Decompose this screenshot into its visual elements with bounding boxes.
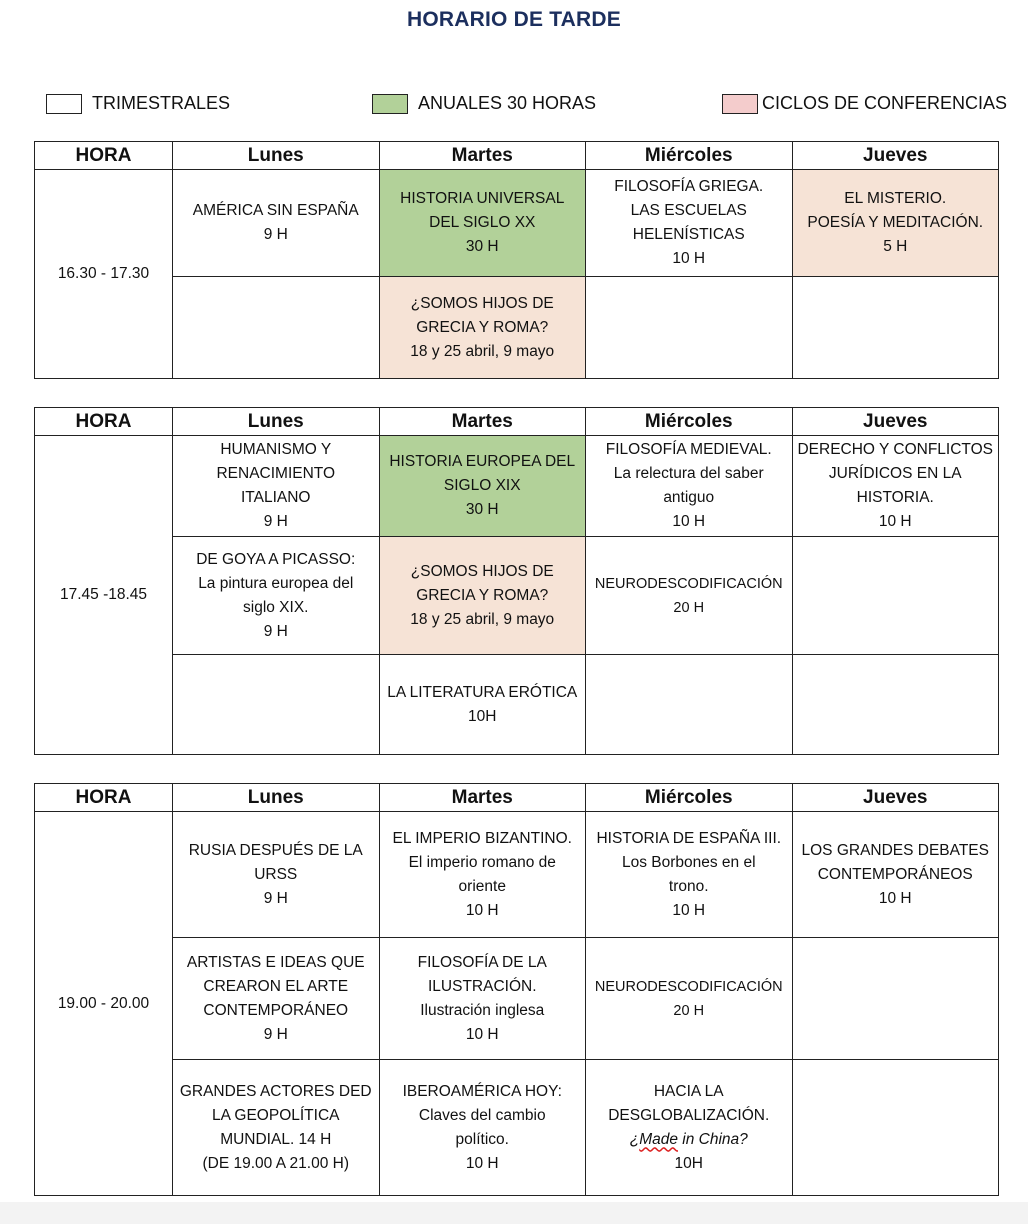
time-slot: 17.45 -18.45: [35, 436, 173, 755]
empty-cell: [586, 655, 793, 755]
header-jueves: Jueves: [792, 408, 999, 436]
header-martes: Martes: [379, 784, 586, 812]
course-cell: FILOSOFÍA GRIEGA. LAS ESCUELAS HELENÍSTICAS 10 H: [586, 170, 793, 277]
legend-trimestrales: [46, 93, 230, 114]
course-cell: FILOSOFÍA DE LA ILUSTRACIÓN. Ilustración inglesa 10 H: [379, 938, 586, 1060]
course-cell: EL MISTERIO. POESÍA Y MEDITACIÓN. 5 H: [792, 170, 999, 277]
course-cell: HISTORIA UNIVERSAL DEL SIGLO XX 30 H: [379, 170, 586, 277]
legend-label: ANUALES 30 HORAS: [418, 93, 597, 113]
empty-cell: [173, 277, 380, 379]
legend-swatch-pink: [722, 94, 758, 114]
schedule-table-3: [34, 783, 999, 1196]
header-lunes: Lunes: [173, 784, 380, 812]
course-cell: GRANDES ACTORES DED LA GEOPOLÍTICA MUNDIAL. 14 H (DE 19.00 A 21.00 H): [173, 1060, 380, 1196]
course-cell: DERECHO Y CONFLICTOS JURÍDICOS EN LA HISTORIA. 10 H: [792, 436, 999, 537]
course-cell: EL IMPERIO BIZANTINO. El imperio romano de oriente 10 H: [379, 812, 586, 938]
header-hora: HORA: [35, 142, 173, 170]
legend-swatch-green: [372, 94, 408, 114]
header-miercoles: Miércoles: [586, 784, 793, 812]
header-jueves: Jueves: [792, 142, 999, 170]
header-hora: HORA: [35, 784, 173, 812]
empty-cell: [792, 1060, 999, 1196]
header-miercoles: Miércoles: [586, 408, 793, 436]
course-cell: ARTISTAS E IDEAS QUE CREARON EL ARTE CONTEMPORÁNEO 9 H: [173, 938, 380, 1060]
header-jueves: Jueves: [792, 784, 999, 812]
course-cell: HISTORIA EUROPEA DEL SIGLO XIX 30 H: [379, 436, 586, 537]
time-slot: 19.00 - 20.00: [35, 812, 173, 1196]
course-cell: AMÉRICA SIN ESPAÑA 9 H: [173, 170, 380, 277]
course-cell: ¿SOMOS HIJOS DE GRECIA Y ROMA? 18 y 25 abril, 9 mayo: [379, 277, 586, 379]
legend-anuales: [372, 93, 596, 114]
course-cell: DE GOYA A PICASSO: La pintura europea del siglo XIX. 9 H: [173, 537, 380, 655]
empty-cell: [792, 655, 999, 755]
schedule-table-2: [34, 407, 999, 755]
course-cell: HUMANISMO Y RENACIMIENTO ITALIANO 9 H: [173, 436, 380, 537]
page-title: HORARIO DE TARDE: [407, 8, 621, 31]
spellcheck-underline: Made: [639, 1130, 678, 1148]
time-slot: 16.30 - 17.30: [35, 170, 173, 379]
legend-label: CICLOS DE CONFERENCIAS: [762, 93, 1008, 113]
course-cell: NEURODESCODIFICACIÓN 20 H: [586, 537, 793, 655]
empty-cell: [586, 277, 793, 379]
legend-label: TRIMESTRALES: [92, 93, 231, 113]
course-cell: IBEROAMÉRICA HOY: Claves del cambio político. 10 H: [379, 1060, 586, 1196]
header-hora: HORA: [35, 408, 173, 436]
header-miercoles: Miércoles: [586, 142, 793, 170]
course-cell: FILOSOFÍA MEDIEVAL. La relectura del saber antiguo 10 H: [586, 436, 793, 537]
header-martes: Martes: [379, 408, 586, 436]
course-cell: RUSIA DESPUÉS DE LA URSS 9 H: [173, 812, 380, 938]
course-cell: LOS GRANDES DEBATES CONTEMPORÁNEOS 10 H: [792, 812, 999, 938]
course-cell: NEURODESCODIFICACIÓN 20 H: [586, 938, 793, 1060]
empty-cell: [792, 938, 999, 1060]
empty-cell: [792, 537, 999, 655]
header-martes: Martes: [379, 142, 586, 170]
legend-swatch-white: [46, 94, 82, 114]
schedule-table-1: [34, 141, 999, 379]
course-cell: LA LITERATURA ERÓTICA 10H: [379, 655, 586, 755]
legend-ciclos: [722, 93, 1007, 114]
header-lunes: Lunes: [173, 408, 380, 436]
course-cell: HISTORIA DE ESPAÑA III. Los Borbones en el trono. 10 H: [586, 812, 793, 938]
course-cell: HACIA LA DESGLOBALIZACIÓN. ¿Made in China? 10H: [586, 1060, 793, 1196]
header-lunes: Lunes: [173, 142, 380, 170]
page-bottom-band: [0, 1202, 1028, 1224]
empty-cell: [173, 655, 380, 755]
empty-cell: [792, 277, 999, 379]
course-cell: ¿SOMOS HIJOS DE GRECIA Y ROMA? 18 y 25 abril, 9 mayo: [379, 537, 586, 655]
